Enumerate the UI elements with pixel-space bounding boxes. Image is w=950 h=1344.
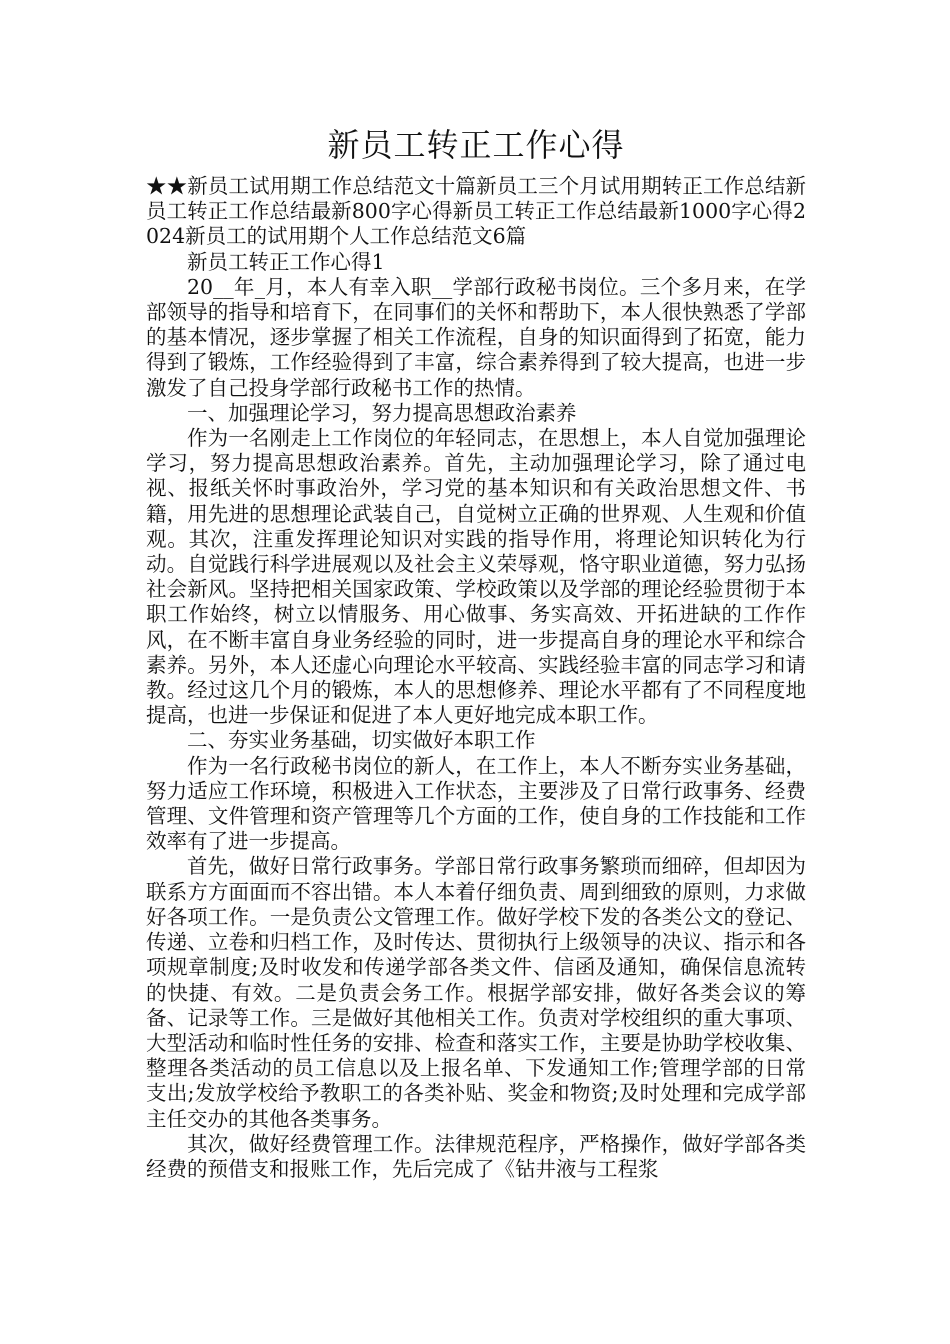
document-title: 新员工转正工作心得 [327, 126, 625, 164]
paragraph: 二、夯实业务基础，切实做好本职工作 [187, 728, 536, 753]
paragraph: 20__年_月，本人有幸入职__学部行政秘书岗位。三个多月来，在学部领导的指导和培育下，在同事们的关怀和帮助下，本人很快熟悉了学部的基本情况，逐步掌握了相关工作流程，自身的知识面得到了拓宽，能力得到了锻炼，工作经验得到了丰富，综合素养得到了较大提高，也进一步激发了自己投身学部行政秘书工作的热情。 [146, 274, 806, 400]
document-page [146, 122, 806, 1182]
paragraph: 作为一名刚走上工作岗位的年轻同志，在思想上，本人自觉加强理论学习，努力提高思想政治素养。首先，主动加强理论学习，除了通过电视、报纸关怀时事政治外，学习党的基本知识和有关政治思想文件、书籍，用先进的思想理论武装自己，自觉树立正确的世界观、人生观和价值观。其次，注重发挥理论知识对实践的指导作用，将理论知识转化为行动。自觉践行科学进展观以及社会主义荣辱观，恪守职业道德，努力弘扬社会新风。坚持把相关国家政策、学校政策以及学部的理论经验贯彻于本职工作始终，树立以情服务、用心做事、务实高效、开拓进缺的工作作风，在不断丰富自身业务经验的同时，进一步提高自身的理论水平和综合素养。另外，本人还虚心向理论水平较高、实践经验丰富的同志学习和请教。经过这几个月的锻炼，本人的思想修养、理论水平都有了不同程度地提高，也进一步保证和促进了本人更好地完成本职工作。 [146, 426, 806, 728]
paragraph: ★★新员工试用期工作总结范文十篇新员工三个月试用期转正工作总结新员工转正工作总结最新800字心得新员工转正工作总结最新1000字心得2024新员工的试用期个人工作总结范文6篇 [146, 174, 806, 249]
paragraph: 一、加强理论学习，努力提高思想政治素养 [187, 400, 577, 425]
paragraph: 其次，做好经费管理工作。法律规范程序，严格操作，做好学部各类经费的预借支和报账工作，先后完成了《钻井液与工程浆 [146, 1131, 806, 1181]
paragraph: 首先，做好日常行政事务。学部日常行政事务繁琐而细碎，但却因为联系方方面面而不容出错。本人本着仔细负责、周到细致的原则，力求做好各项工作。一是负责公文管理工作。做好学校下发的各类公文的登记、传递、立卷和归档工作，及时传达、贯彻执行上级领导的决议、指示和各项规章制度;及时收发和传递学部各类文件、信函及通知，确保信息流转的快捷、有效。二是负责会务工作。根据学部安排，做好各类会议的筹备、记录等工作。三是做好其他相关工作。负责对学校组织的重大事项、大型活动和临时性任务的安排、检查和落实工作，主要是协助学校收集、整理各类活动的员工信息以及上报名单、下发通知工作;管理学部的日常支出;发放学校给予教职工的各类补贴、奖金和物资;及时处理和完成学部主任交办的其他各类事务。 [146, 854, 806, 1131]
document-body [146, 174, 806, 1182]
paragraph: 新员工转正工作心得1 [187, 249, 385, 274]
paragraph: 作为一名行政秘书岗位的新人，在工作上，本人不断夯实业务基础，努力适应工作环境，积极进入工作状态，主要涉及了日常行政事务、经费管理、文件管理和资产管理等几个方面的工作，使自身的工作技能和工作效率有了进一步提高。 [146, 753, 806, 854]
